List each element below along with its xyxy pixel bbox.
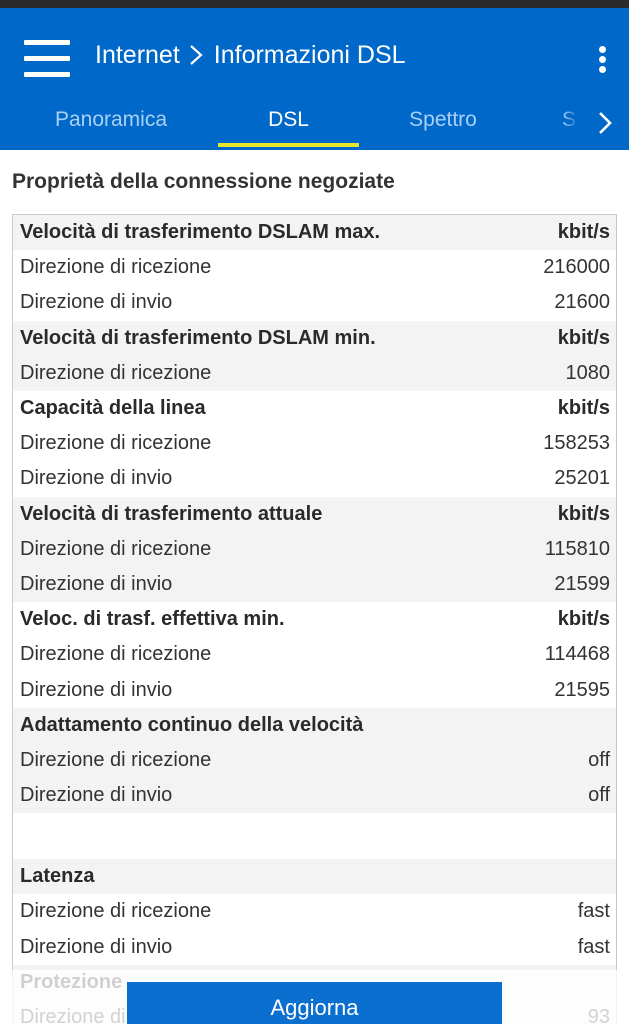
tab-partial[interactable]: S — [562, 108, 577, 131]
row-value: 21599 — [554, 572, 610, 595]
table-row — [13, 532, 616, 567]
row-label: Velocità di trasferimento DSLAM max. — [20, 221, 381, 244]
table-row — [13, 894, 616, 929]
row-value: kbit/s — [557, 608, 610, 631]
connection-properties-table — [12, 214, 617, 1024]
row-label: Direzione di invio — [20, 467, 173, 490]
more-vert-icon[interactable] — [595, 46, 609, 74]
row-value: 115810 — [544, 537, 610, 560]
tab-bar — [0, 96, 629, 150]
row-value: kbit/s — [557, 221, 610, 244]
table-row — [13, 743, 616, 778]
row-label: Direzione di ricezione — [20, 643, 212, 666]
app-header — [0, 8, 629, 150]
row-label: Direzione di ricezione — [20, 900, 212, 923]
row-value: 1080 — [565, 361, 610, 384]
row-label: Direzione di invio — [20, 291, 173, 314]
table-row-header — [13, 215, 616, 250]
row-label: Direzione di invio — [20, 935, 173, 958]
tab-panoramica[interactable]: Panoramica — [54, 108, 168, 131]
table-row-header — [13, 859, 616, 894]
row-label: Velocità di trasferimento DSLAM min. — [20, 326, 376, 349]
row-value: 25201 — [554, 467, 610, 490]
top-bar — [0, 8, 629, 96]
row-value: 114468 — [544, 643, 610, 666]
table-row — [13, 567, 616, 602]
row-label: Veloc. di trasf. effettiva min. — [20, 608, 285, 631]
tab-scroll-right-icon[interactable] — [581, 96, 629, 150]
tab-spettro[interactable]: Spettro — [409, 108, 477, 131]
breadcrumb-parent[interactable]: Internet — [95, 41, 180, 69]
row-label: Latenza — [20, 865, 95, 888]
table-row — [13, 285, 616, 320]
table-row-header — [13, 321, 616, 356]
table-row — [13, 637, 616, 672]
table-row — [13, 356, 616, 391]
row-value: 158253 — [543, 432, 610, 455]
row-value: 216000 — [543, 256, 610, 279]
row-value: off — [588, 784, 610, 807]
row-value: kbit/s — [557, 326, 610, 349]
breadcrumb-current: Informazioni DSL — [213, 41, 406, 69]
breadcrumb — [95, 40, 406, 70]
table-row-header — [13, 602, 616, 637]
refresh-button[interactable]: Aggiorna — [127, 982, 502, 1024]
table-row-header — [13, 708, 616, 743]
table-row-header — [13, 391, 616, 426]
row-label: Direzione di ricezione — [20, 256, 212, 279]
row-label: Adattamento continuo della velocità — [20, 713, 364, 736]
tab-dsl[interactable]: DSL — [218, 96, 359, 150]
row-label: Direzione di ricezione — [20, 432, 212, 455]
row-label: Direzione di invio — [20, 678, 173, 701]
row-label: Direzione di invio — [20, 572, 173, 595]
table-row — [13, 930, 616, 965]
row-value: kbit/s — [557, 502, 610, 525]
table-row — [13, 672, 616, 707]
chevron-right-icon — [186, 43, 206, 67]
row-label: Direzione di ricezione — [20, 537, 212, 560]
row-value: kbit/s — [557, 397, 610, 420]
row-value: fast — [577, 900, 610, 923]
table-spacer — [13, 813, 616, 859]
row-label: Direzione di ricezione — [20, 361, 212, 384]
row-value: off — [588, 748, 610, 771]
row-label: Velocità di trasferimento attuale — [20, 502, 323, 525]
row-label: Direzione di ricezione — [20, 748, 212, 771]
row-value: fast — [577, 935, 610, 958]
row-value: 21595 — [554, 678, 610, 701]
table-row — [13, 250, 616, 285]
table-row-header — [13, 497, 616, 532]
table-row — [13, 426, 616, 461]
table-row — [13, 461, 616, 496]
row-label: Capacità della linea — [20, 397, 206, 420]
menu-icon[interactable] — [24, 40, 70, 78]
table-row — [13, 778, 616, 813]
status-bar — [0, 0, 629, 8]
row-value: 21600 — [554, 291, 610, 314]
section-title: Proprietà della connessione negoziate — [12, 170, 395, 193]
row-label: Direzione di invio — [20, 784, 173, 807]
